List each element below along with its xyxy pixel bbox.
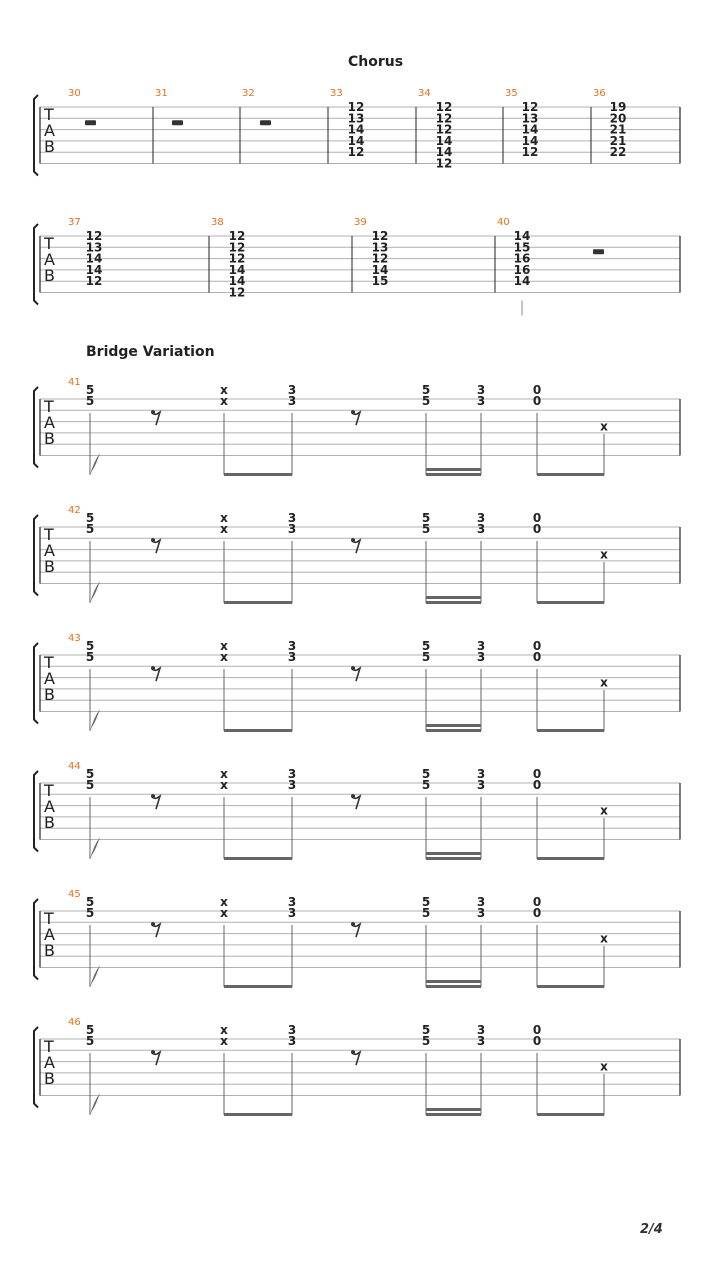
rest-mark [85, 120, 96, 125]
fret-number: 21 [609, 133, 627, 148]
fret-number: 3 [476, 650, 486, 664]
tab-clef-letter: B [44, 1069, 55, 1088]
fret-number: 5 [85, 650, 95, 664]
fret-number: 12 [371, 251, 389, 266]
fret-number: 3 [476, 522, 486, 536]
note-beam [426, 985, 481, 988]
fret-number: 0 [532, 895, 542, 909]
fret-number: 0 [532, 383, 542, 397]
note-beam [224, 729, 292, 732]
fret-number: 12 [347, 100, 365, 114]
fret-number: 14 [521, 122, 539, 137]
fret-number: 12 [228, 251, 246, 266]
fret-number: 12 [435, 111, 453, 126]
fret-number: 5 [85, 1034, 95, 1048]
rest-mark [593, 249, 604, 254]
note-beam [224, 1113, 292, 1116]
tab-clef-letter: T [44, 653, 54, 672]
note-beam [426, 1113, 481, 1116]
staff-bracket [34, 515, 38, 596]
measure-number: 34 [418, 88, 431, 99]
tab-clef-letter: T [44, 105, 54, 124]
note-beam [426, 857, 481, 860]
fret-number: 0 [532, 650, 542, 664]
fret-number: 14 [228, 274, 246, 289]
fret-number: 5 [421, 511, 431, 525]
note-beam [224, 473, 292, 476]
fret-number: 3 [476, 1023, 486, 1037]
fret-number: x [220, 522, 228, 536]
fret-number: 13 [347, 111, 365, 126]
tab-clef-letter: B [44, 941, 55, 960]
fret-number: 3 [287, 767, 297, 781]
fret-number: 0 [532, 639, 542, 653]
eighth-rest-dot [351, 666, 355, 670]
fret-number: 3 [476, 906, 486, 920]
tab-clef-letter: B [44, 266, 55, 285]
fret-number: 0 [532, 1023, 542, 1037]
eighth-rest-dot [351, 410, 355, 414]
tab-staff-bridge-4 [34, 889, 680, 988]
fret-number: x [600, 675, 608, 690]
fret-number: 5 [421, 1034, 431, 1048]
fret-number: 13 [371, 240, 389, 255]
eighth-rest-dot [351, 794, 355, 798]
tab-clef-letter: T [44, 234, 54, 253]
fret-number: 3 [287, 639, 297, 653]
fret-number: 12 [371, 229, 389, 243]
fret-number: 5 [85, 906, 95, 920]
tab-clef-letter: B [44, 685, 55, 704]
measure-number: 42 [68, 505, 81, 516]
tab-clef-letter: A [44, 413, 55, 432]
fret-number: 15 [371, 274, 389, 289]
tab-clef-letter: B [44, 557, 55, 576]
note-beam [537, 857, 604, 860]
note-beam [537, 985, 604, 988]
tab-clef-letter: T [44, 781, 54, 800]
fret-number: 12 [435, 156, 453, 171]
fret-number: 14 [435, 145, 453, 160]
eighth-rest-dot [351, 1050, 355, 1054]
tab-clef-letter: T [44, 1037, 54, 1056]
measure-number: 43 [68, 633, 81, 644]
note-beam [426, 468, 481, 471]
section-title-chorus: Chorus [348, 54, 404, 70]
tab-clef-letter: B [44, 137, 55, 156]
fret-number: 14 [435, 133, 453, 148]
tab-staff-chorus-1 [34, 217, 680, 316]
fret-number: 3 [287, 511, 297, 525]
fret-number: x [220, 394, 228, 408]
fret-number: 5 [85, 383, 95, 397]
note-beam [426, 1108, 481, 1111]
staff-bracket [34, 771, 38, 852]
fret-number: x [600, 1059, 608, 1074]
fret-number: 3 [287, 906, 297, 920]
fret-number: x [220, 767, 228, 781]
fret-number: 3 [476, 511, 486, 525]
note-beam [426, 980, 481, 983]
fret-number: 5 [421, 1023, 431, 1037]
note-flag [90, 837, 100, 859]
staff-bracket [34, 899, 38, 980]
tab-clef-letter: T [44, 525, 54, 544]
fret-number: x [220, 511, 228, 525]
fret-number: 12 [85, 229, 103, 243]
fret-number: 13 [521, 111, 539, 126]
fret-number: 0 [532, 522, 542, 536]
fret-number: 22 [609, 145, 627, 160]
tab-clef-letter: A [44, 1053, 55, 1072]
measure-number: 45 [68, 889, 81, 900]
fret-number: 14 [521, 133, 539, 148]
fret-number: x [600, 931, 608, 946]
measure-number: 36 [593, 88, 606, 99]
fret-number: x [220, 383, 228, 397]
fret-number: 0 [532, 906, 542, 920]
fret-number: 3 [287, 895, 297, 909]
measure-number: 35 [505, 88, 518, 99]
fret-number: x [220, 906, 228, 920]
note-beam [537, 473, 604, 476]
eighth-rest-dot [351, 538, 355, 542]
fret-number: 3 [476, 767, 486, 781]
fret-number: x [600, 419, 608, 434]
tab-clef-letter: A [44, 121, 55, 140]
fret-number: x [220, 1023, 228, 1037]
eighth-rest-dot [151, 922, 155, 926]
fret-number: 0 [532, 778, 542, 792]
fret-number: 0 [532, 511, 542, 525]
fret-number: 21 [609, 122, 627, 137]
fret-number: 12 [228, 240, 246, 255]
tab-clef-letter: B [44, 429, 55, 448]
fret-number: 12 [521, 145, 539, 160]
fret-number: 3 [287, 394, 297, 408]
measure-number: 33 [330, 88, 343, 99]
fret-number: 3 [476, 639, 486, 653]
note-beam [537, 729, 604, 732]
measure-number: 44 [68, 761, 81, 772]
tab-clef-letter: T [44, 397, 54, 416]
note-flag [90, 709, 100, 731]
fret-number: 3 [287, 1023, 297, 1037]
fret-number: 20 [609, 111, 627, 126]
fret-number: 0 [532, 394, 542, 408]
fret-number: 3 [476, 394, 486, 408]
measure-number: 31 [155, 88, 168, 99]
measure-number: 37 [68, 217, 81, 228]
note-beam [426, 724, 481, 727]
eighth-rest-dot [351, 922, 355, 926]
note-flag [90, 965, 100, 987]
note-beam [224, 985, 292, 988]
fret-number: 5 [421, 394, 431, 408]
fret-number: 5 [85, 522, 95, 536]
fret-number: 0 [532, 767, 542, 781]
note-beam [426, 473, 481, 476]
fret-number: x [220, 778, 228, 792]
fret-number: 3 [287, 778, 297, 792]
fret-number: 5 [421, 650, 431, 664]
measure-number: 41 [68, 377, 81, 388]
measure-number: 40 [497, 217, 510, 228]
note-beam [426, 729, 481, 732]
fret-number: 5 [85, 778, 95, 792]
fret-number: 5 [85, 511, 95, 525]
tab-clef-letter: A [44, 669, 55, 688]
fret-number: 16 [513, 251, 531, 266]
fret-number: 3 [476, 1034, 486, 1048]
fret-number: 12 [228, 285, 246, 300]
note-flag [90, 453, 100, 475]
fret-number: 5 [421, 639, 431, 653]
tab-clef-letter: A [44, 250, 55, 269]
fret-number: 3 [287, 383, 297, 397]
rest-mark [172, 120, 183, 125]
fret-number: 14 [513, 274, 531, 289]
tab-staff-bridge-0 [34, 377, 680, 476]
fret-number: 3 [476, 778, 486, 792]
fret-number: 3 [476, 383, 486, 397]
fret-number: 5 [421, 767, 431, 781]
fret-number: x [220, 1034, 228, 1048]
fret-number: 5 [421, 895, 431, 909]
measure-number: 39 [354, 217, 367, 228]
fret-number: 12 [85, 274, 103, 289]
fret-number: 14 [85, 251, 103, 266]
fret-number: 19 [609, 100, 627, 114]
tab-staff-bridge-5 [34, 1017, 680, 1116]
fret-number: x [220, 895, 228, 909]
note-beam [224, 857, 292, 860]
fret-number: 16 [513, 262, 531, 277]
fret-number: 5 [85, 767, 95, 781]
measure-number: 38 [211, 217, 224, 228]
fret-number: 12 [347, 145, 365, 160]
note-beam [426, 852, 481, 855]
tab-clef-letter: T [44, 909, 54, 928]
tab-clef-letter: A [44, 541, 55, 560]
fret-number: 12 [435, 100, 453, 114]
note-flag [90, 1093, 100, 1115]
note-flag [90, 581, 100, 603]
fret-number: 14 [85, 262, 103, 277]
fret-number: 12 [521, 100, 539, 114]
eighth-rest-dot [151, 794, 155, 798]
tab-staff-bridge-3 [34, 761, 680, 860]
staff-bracket [34, 387, 38, 468]
fret-number: 14 [371, 262, 389, 277]
fret-number: 5 [421, 906, 431, 920]
fret-number: 13 [85, 240, 103, 255]
note-beam [537, 601, 604, 604]
fret-number: 12 [228, 229, 246, 243]
note-beam [224, 601, 292, 604]
staff-bracket [34, 1027, 38, 1108]
fret-number: 0 [532, 1034, 542, 1048]
eighth-rest-dot [151, 666, 155, 670]
fret-number: x [220, 650, 228, 664]
staff-bracket [34, 224, 38, 305]
tab-staff-chorus-0 [34, 88, 680, 176]
fret-number: 14 [347, 133, 365, 148]
tab-clef-letter: A [44, 925, 55, 944]
fret-number: x [600, 547, 608, 562]
tab-clef-letter: A [44, 797, 55, 816]
fret-number: 5 [85, 639, 95, 653]
staff-bracket [34, 643, 38, 724]
fret-number: 3 [476, 895, 486, 909]
tab-staff-bridge-2 [34, 633, 680, 732]
fret-number: 3 [287, 522, 297, 536]
fret-number: 14 [513, 229, 531, 243]
section-title-bridge-variation: Bridge Variation [86, 344, 215, 360]
fret-number: 5 [85, 895, 95, 909]
measure-number: 32 [242, 88, 255, 99]
rest-mark [260, 120, 271, 125]
note-beam [426, 601, 481, 604]
fret-number: 5 [85, 394, 95, 408]
fret-number: 5 [421, 778, 431, 792]
eighth-rest-dot [151, 410, 155, 414]
fret-number: 5 [421, 522, 431, 536]
fret-number: 15 [513, 240, 531, 255]
fret-number: 5 [85, 1023, 95, 1037]
measure-number: 30 [68, 88, 81, 99]
fret-number: 3 [287, 1034, 297, 1048]
note-beam [426, 596, 481, 599]
fret-number: 14 [228, 262, 246, 277]
staff-bracket [34, 95, 38, 176]
tab-staff-bridge-1 [34, 505, 680, 604]
eighth-rest-dot [151, 538, 155, 542]
tab-clef-letter: B [44, 813, 55, 832]
fret-number: x [220, 639, 228, 653]
fret-number: 12 [435, 122, 453, 137]
eighth-rest-dot [151, 1050, 155, 1054]
fret-number: x [600, 803, 608, 818]
fret-number: 3 [287, 650, 297, 664]
measure-number: 46 [68, 1017, 81, 1028]
note-beam [537, 1113, 604, 1116]
fret-number: 5 [421, 383, 431, 397]
fret-number: 14 [347, 122, 365, 137]
page-number: 2/4 [640, 1222, 663, 1237]
